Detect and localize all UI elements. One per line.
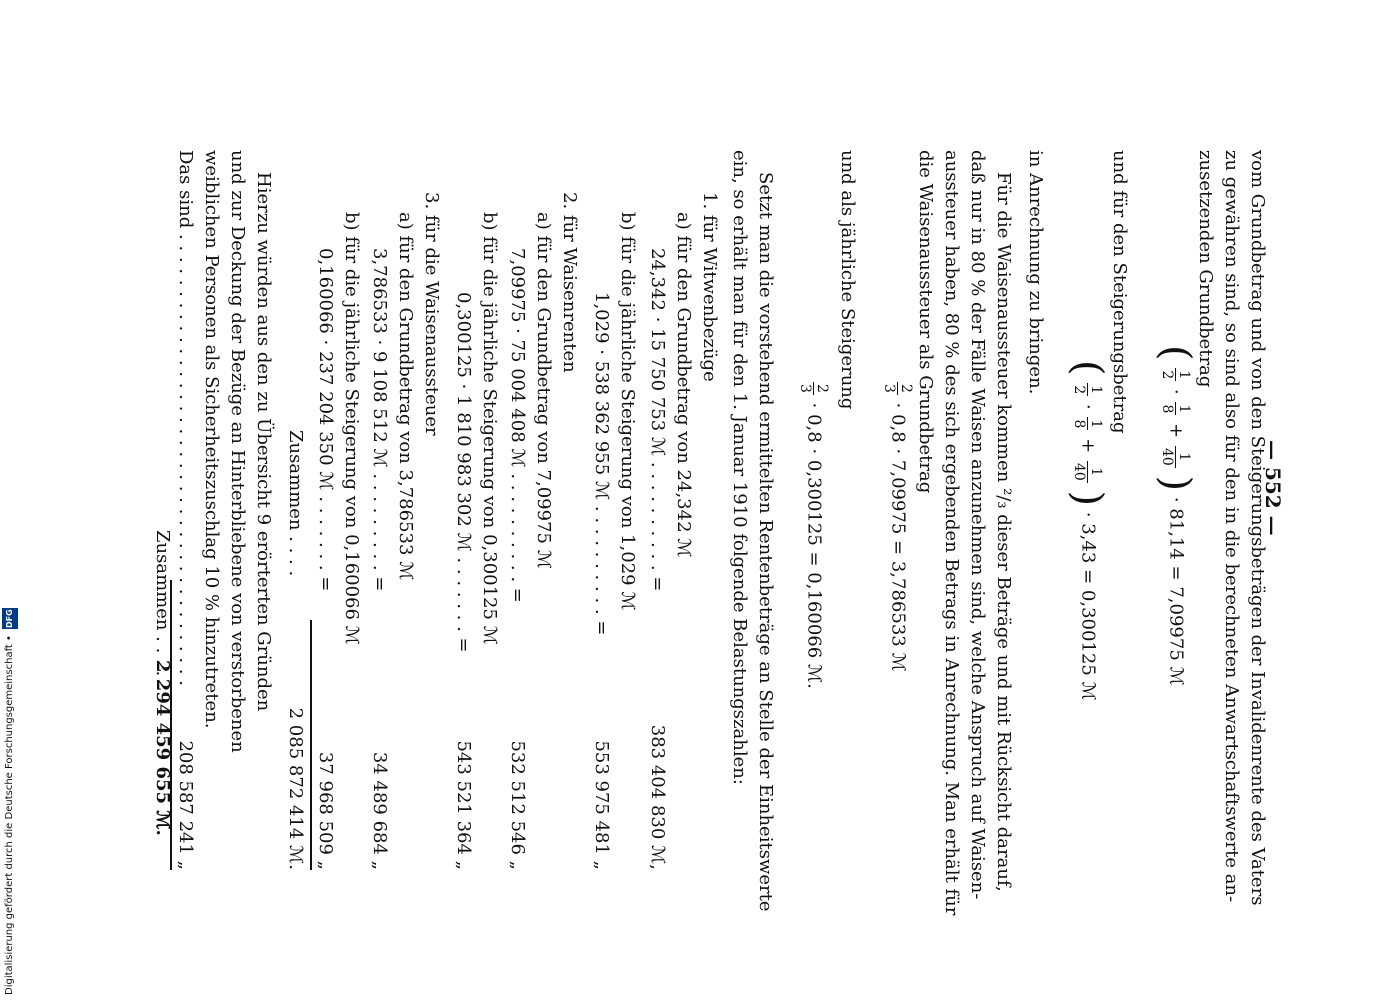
hierzu-line-1: Hierzu würden aus den zu Übersicht 9 erörterten Gründen <box>253 172 274 712</box>
total-label: Zusammen . . . . <box>152 530 173 677</box>
item-b3-calc: 0,160066 · 237 204 350 ℳ . . . . . . . = <box>315 248 336 592</box>
dfg-logo: DFG <box>2 608 18 629</box>
intro-line-1: vom Grundbetrag und von den Steigerungsbeträgen der Invalidenrente des Vaters <box>1247 150 1268 906</box>
item-a1-calc: 24,342 · 15 750 753 ℳ . . . . . . . . . . = <box>647 248 668 592</box>
item-b2-calc: 0,300125 · 1 810 983 302 ℳ . . . . . . . = <box>453 292 474 653</box>
anrechnung-line: in Anrechnung zu bringen. <box>1025 150 1046 395</box>
fraction: 2 3 <box>797 384 830 393</box>
heading-waisenrenten: 2. für Waisenrenten <box>559 192 580 373</box>
setzt-line-2: ein, so erhält man für den 1. Januar 1910 folgende Belastungszahlen: <box>729 150 750 785</box>
item-a3-value: 34 489 684 „ <box>369 751 390 870</box>
page-number: — 552 — <box>1261 440 1285 536</box>
item-a1-value: 383 404 830 ℳ, <box>647 724 668 870</box>
fraction: 2 3 <box>881 384 914 393</box>
intro-line-3: zusetzenden Grundbetrag <box>1195 150 1216 388</box>
formula-waisen-steigerung: 2 3 · 0,8 · 0,300125 = 0,160066 ℳ. <box>797 384 830 689</box>
formula-waisen-grundbetrag: 2 3 · 0,8 · 7,09975 = 3,786533 ℳ <box>881 384 914 672</box>
sum-rule-1 <box>310 620 312 870</box>
item-b1-label: b) für die jährliche Steigerung von 1,029 ℳ <box>617 212 638 611</box>
waisen-line-3: aussteuer haben, 80 % des sich ergebenden Betrags in Anrechnung. Man erhält für <box>941 150 962 916</box>
steigerung-intro: und für den Steigerungsbetrag <box>1109 150 1130 434</box>
credit-text: Digitalisierung gefördert durch die Deutsche Forschungsgemeinschaft • <box>4 635 15 995</box>
fraction: 1 8 <box>1159 404 1192 414</box>
fraction: 1 8 <box>1071 419 1104 429</box>
item-b1-value: 553 975 481 „ <box>591 740 612 870</box>
hierzu-line-4-label: Das sind . . . . . . . . . . . . . . . . . . . . . . . . . . . . . . . . . . . . . . . . <box>175 150 196 686</box>
digitization-credit <box>2 600 16 995</box>
fraction: 1 40 <box>1071 462 1104 481</box>
fraction: 1 2 <box>1159 370 1192 380</box>
intro-line-2: zu gewähren sind, so sind also für den in die berechneten Anwartschaftswerte an- <box>1221 150 1242 903</box>
item-b3-label: b) für die jährliche Steigerung von 0,160066 ℳ <box>341 212 362 645</box>
hierzu-line-3: weiblichen Personen als Sicherheitszuschlag 10 % hinzutreten. <box>201 150 222 729</box>
heading-witwenbezuege: 1. für Witwenbezüge <box>699 192 720 382</box>
fraction: 1 2 <box>1071 385 1104 395</box>
waisen-line-1: Für die Waisenaussteuer kommen ²/₃ dieser Beträge und mit Rücksicht darauf, <box>993 172 1014 892</box>
item-a2-label: a) für den Grundbetrag von 7,09975 ℳ <box>533 212 554 569</box>
total-value: 2 294 459 655 ℳ. <box>152 660 173 836</box>
jaehrlich-line: und als jährliche Steigerung <box>837 150 858 410</box>
formula-grundbetrag: ( 1 2 · 1 8 + 1 40 ) · 81,14 = 7,09975 ℳ <box>1152 345 1199 686</box>
sum1-label: Zusammen . . . . <box>285 430 306 577</box>
hierzu-value: 208 587 241 „ <box>175 740 196 870</box>
item-b2-label: b) für die jährliche Steigerung von 0,300125 ℳ <box>479 212 500 645</box>
heading-waisenaussteuer: 3. für die Waisenaussteuer <box>421 192 442 436</box>
item-b2-value: 543 521 364 „ <box>453 740 474 870</box>
item-a3-calc: 3,786533 · 9 108 512 ℳ . . . . . . . . . = <box>369 248 390 592</box>
item-a2-calc: 7,09975 · 75 004 408 ℳ . . . . . . . . . . = <box>507 248 528 603</box>
item-a3-label: a) für den Grundbetrag von 3,786533 ℳ <box>395 212 416 581</box>
setzt-line-1: Setzt man die vorstehend ermittelten Rentenbeträge an Stelle der Einheitswerte <box>755 172 776 912</box>
item-a1-label: a) für den Grundbetrag von 24,342 ℳ <box>673 212 694 558</box>
hierzu-line-2: und zur Deckung der Bezüge an Hinterbliebene von verstorbenen <box>227 150 248 753</box>
waisen-line-2: daß nur in 80 % der Fälle Waisen anzunehmen sind, welche Anspruch auf Waisen- <box>967 150 988 900</box>
item-b1-calc: 1,029 · 538 362 955 ℳ . . . . . . . . . . = <box>591 292 612 636</box>
document-page <box>170 150 1270 916</box>
waisen-line-4: die Waisenaussteuer als Grundbetrag <box>915 150 936 494</box>
sum1-value: 2 085 872 414 ℳ. <box>285 707 306 870</box>
item-b3-value: 37 968 509 „ <box>315 751 336 870</box>
formula-steigerung: ( 1 2 · 1 8 + 1 40 ) · 3,43 = 0,300125 ℳ <box>1064 360 1111 701</box>
item-a2-value: 532 512 546 „ <box>507 740 528 870</box>
fraction: 1 40 <box>1159 447 1192 466</box>
